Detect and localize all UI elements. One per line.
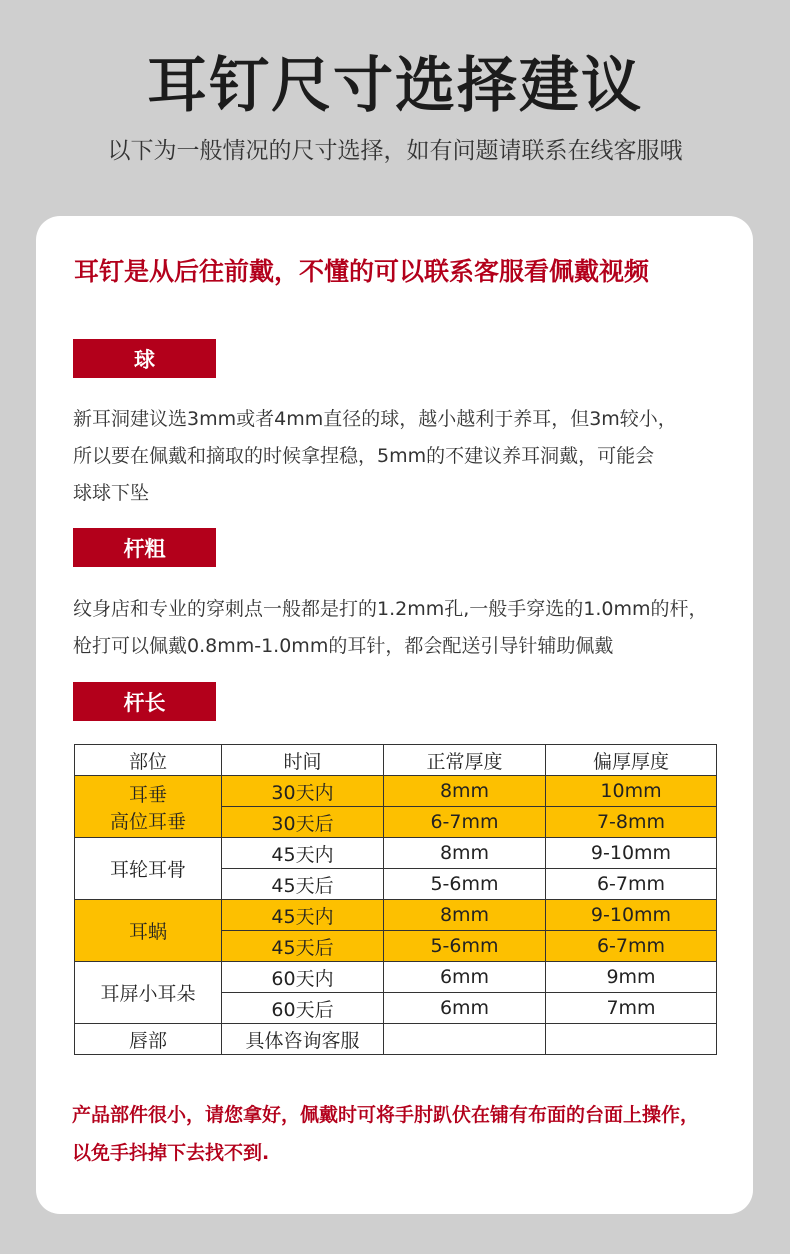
table-cell: 9mm [546, 962, 717, 993]
table-cell: 5-6mm [384, 869, 546, 900]
table-part-cell [75, 962, 222, 1024]
text-line: 纹身店和专业的穿刺点一般都是打的1.2mm孔,一般手穿选的1.0mm的杆， [73, 598, 708, 620]
table-cell: 8mm [384, 900, 546, 931]
section-tag-length: 杆长 [73, 682, 216, 721]
table-cell: 45天后 [222, 869, 384, 900]
size-table [74, 744, 717, 1055]
section-tag-ball: 球 [73, 339, 216, 378]
table-header-cell: 部位 [75, 745, 222, 776]
part-label: 耳垂 [128, 783, 167, 806]
part-label: 耳蜗 [128, 921, 167, 943]
table-cell [546, 1024, 717, 1055]
table-cell: 8mm [384, 838, 546, 869]
section-tag-thickness: 杆粗 [73, 528, 216, 567]
table-header-cell: 偏厚厚度 [546, 745, 717, 776]
headline: 耳钉是从后往前戴，不懂的可以联系客服看佩戴视频 [74, 257, 650, 286]
footnote-line: 产品部件很小，请您拿好，佩戴时可将手肘趴伏在铺有布面的台面上操作， [72, 1104, 700, 1126]
table-part-cell [75, 1024, 222, 1055]
table-cell: 45天后 [222, 931, 384, 962]
table-cell: 60天内 [222, 962, 384, 993]
table-row [75, 776, 717, 807]
table-header-row [75, 745, 717, 776]
page-title: 耳钉尺寸选择建议 [147, 51, 643, 121]
table-cell: 30天后 [222, 807, 384, 838]
table-cell: 8mm [384, 776, 546, 807]
table-cell: 具体咨询客服 [222, 1024, 384, 1055]
table-row [75, 838, 717, 869]
table-part-cell [75, 838, 222, 900]
table-cell: 6mm [384, 993, 546, 1024]
table-cell: 60天后 [222, 993, 384, 1024]
table-cell: 6-7mm [546, 931, 717, 962]
footnote [72, 1096, 732, 1172]
table-cell: 45天内 [222, 838, 384, 869]
text-line: 球球下坠 [73, 482, 150, 504]
table-row [75, 900, 717, 931]
table-cell: 5-6mm [384, 931, 546, 962]
page-subtitle: 以下为一般情况的尺寸选择，如有问题请联系在线客服哦 [107, 138, 683, 164]
table-header-cell: 时间 [222, 745, 384, 776]
info-card [36, 216, 753, 1214]
section-text-thickness [73, 591, 733, 665]
table-part-cell [75, 776, 222, 838]
table-cell [384, 1024, 546, 1055]
text-line: 所以要在佩戴和摘取的时候拿捏稳，5mm的不建议养耳洞戴，可能会 [73, 445, 655, 467]
table-row [75, 1024, 717, 1055]
table-cell: 30天内 [222, 776, 384, 807]
table-cell: 6-7mm [384, 807, 546, 838]
table-cell: 6mm [384, 962, 546, 993]
part-label: 唇部 [128, 1029, 167, 1052]
table-cell: 10mm [546, 776, 717, 807]
text-line: 新耳洞建议选3mm或者4mm直径的球，越小越利于养耳，但3m较小， [73, 408, 677, 430]
table-cell: 45天内 [222, 900, 384, 931]
part-label: 高位耳垂 [109, 810, 186, 833]
section-text-ball [73, 401, 733, 512]
table-cell: 7-8mm [546, 807, 717, 838]
part-label: 耳轮耳骨 [109, 859, 186, 881]
table-part-cell [75, 900, 222, 962]
part-label: 耳屏小耳朵 [100, 983, 196, 1005]
footnote-line: 以免手抖掉下去找不到. [72, 1142, 270, 1164]
text-line: 枪打可以佩戴0.8mm-1.0mm的耳针，都会配送引导针辅助佩戴 [73, 635, 614, 657]
table-header-cell: 正常厚度 [384, 745, 546, 776]
table-row [75, 962, 717, 993]
table-cell: 7mm [546, 993, 717, 1024]
table-cell: 9-10mm [546, 900, 717, 931]
table-cell: 6-7mm [546, 869, 717, 900]
table-cell: 9-10mm [546, 838, 717, 869]
